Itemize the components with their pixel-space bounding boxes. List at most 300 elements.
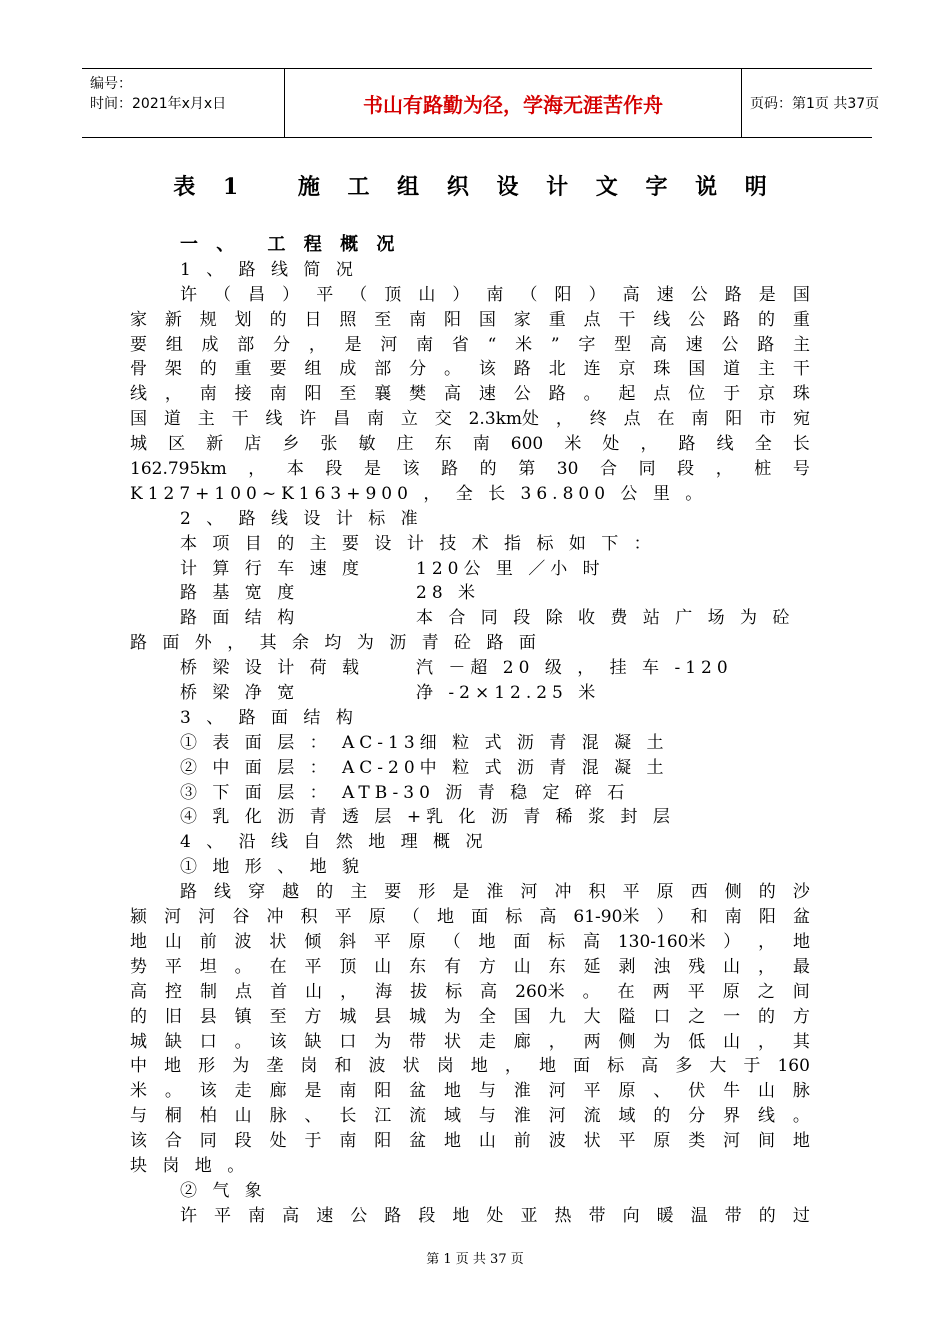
word-token: 照 [339,309,357,330]
word-token: 国 [688,359,706,380]
paragraph-line [130,457,810,482]
word-token: ， [504,1056,522,1077]
paragraph-terrain [130,880,810,1179]
word-token: 。 [234,1031,252,1052]
word-token: 延 [583,956,601,977]
word-token: 口 [339,1031,357,1052]
word-token: 新 [206,434,224,455]
word-token: 的 [199,359,217,380]
word-token: 暖 [656,1205,674,1226]
word-token: 速 [656,284,674,305]
word-token: 的 [758,882,776,903]
paragraph-line [130,382,810,407]
word-token: 城 [339,1006,357,1027]
word-token: 30 [556,459,579,480]
word-token: 倾 [304,931,322,952]
word-token: 缺 [304,1031,322,1052]
word-token: 。 [792,1106,810,1127]
word-token: 处 [269,1131,287,1152]
word-token: 走 [478,1031,496,1052]
word-token: 要 [384,882,402,903]
word-token: 为 [232,1056,250,1077]
word-token: 沙 [792,882,810,903]
spec-row-speed [130,557,810,582]
word-token: 规 [199,309,217,330]
word-token: 成 [201,334,219,355]
word-token: 平 [687,981,705,1002]
terrain-heading: ① 地 形 、 地 貌 [180,857,365,878]
word-token: 分 [409,359,427,380]
word-token: 城 [130,434,147,455]
word-token: 冲 [266,907,284,928]
word-token: 形 [418,882,436,903]
word-token: 首 [270,981,288,1002]
word-token: ， [758,931,776,952]
word-token: 河 [548,1106,566,1127]
word-token: 的 [316,882,334,903]
word-token: 全 [754,434,772,455]
word-token: 河 [198,907,216,928]
word-token: 积 [300,907,318,928]
word-token: 是 [363,459,381,480]
word-token: 公 [513,384,531,405]
spec-value: 汽 －超 20 级 ， 挂 车 -120 [416,658,733,679]
word-token: 型 [614,334,632,355]
word-token: 长 [339,1106,357,1127]
word-token: 点 [583,309,601,330]
word-token: 域 [618,1106,636,1127]
word-token: 前 [199,931,217,952]
word-token: 架 [164,359,182,380]
word-token: 状 [583,1131,601,1152]
word-token: 山 [164,931,182,952]
word-token: 高 [582,931,600,952]
word-token: 伏 [688,1081,706,1102]
word-token: 。 [164,1081,182,1102]
word-token: 日 [304,309,322,330]
word-token: （ [402,907,420,928]
word-token: 高 [539,907,557,928]
word-token: 状 [269,931,287,952]
word-token: 乡 [282,434,300,455]
word-token: 许 [299,409,317,430]
word-token: 之 [688,1006,706,1027]
word-token: 店 [244,434,262,455]
word-token: 、 [653,1081,671,1102]
word-token: 高 [480,981,498,1002]
word-token: 处 [486,1205,504,1226]
word-token: 海 [375,981,393,1002]
word-token: ） [282,284,300,305]
word-token: 阳 [758,907,776,928]
word-token: 脉 [269,1106,287,1127]
word-token: 道 [723,359,741,380]
word-token: 温 [690,1205,708,1226]
word-token: 南 [416,334,434,355]
word-token: 该 [402,459,420,480]
word-token: 阳 [444,309,462,330]
word-token: 家 [513,309,531,330]
word-token: 桐 [164,1106,182,1127]
word-token: 、 [304,1106,322,1127]
word-token: ） [452,284,470,305]
word-token: 。 [234,956,252,977]
word-token: 南 [199,384,217,405]
time-label: 时间：2021年x月x日 [90,96,227,112]
word-token: 段 [325,459,343,480]
word-token: 路 [441,459,459,480]
paragraph-line [130,905,810,930]
word-token: 南 [486,284,504,305]
paragraph-line [130,980,810,1005]
word-token: 制 [200,981,218,1002]
word-token: ， [340,981,358,1002]
word-token: 平 [164,956,182,977]
word-token: 方 [478,956,496,977]
word-token: 口 [199,1031,217,1052]
word-token: 于 [304,1131,322,1152]
word-token: 至 [339,384,357,405]
layer-item: ③ 下 面 层 ： ATB-30 沥 青 稳 定 碎 石 [180,782,630,803]
word-token: 组 [304,359,322,380]
subsection-heading-4: 4 、 沿 线 自 然 地 理 概 况 [180,832,488,853]
word-token: 脉 [792,1081,810,1102]
word-token: 的 [130,1006,147,1027]
word-token: 敏 [358,434,376,455]
word-token: 宛 [792,409,810,430]
word-token: 路 [180,882,197,903]
word-token: 方 [304,1006,322,1027]
word-token: 地 [130,931,147,952]
word-token: 点 [653,384,671,405]
word-token: 残 [688,956,706,977]
word-token: 形 [198,1056,216,1077]
word-token: 162.795km [130,459,227,480]
climate-heading: ② 气 象 [180,1180,267,1201]
word-token: ， [308,334,326,355]
word-token: 在 [657,409,675,430]
word-token: 至 [269,1006,287,1027]
word-token: 南 [409,309,427,330]
word-token: 江 [374,1106,392,1127]
page-label: 页码：第1页 共37页 [750,96,880,112]
word-token: 大 [583,1006,601,1027]
word-token: 襄 [374,384,392,405]
word-token: 状 [402,1056,420,1077]
word-token: 的 [758,1006,776,1027]
word-token: 口 [653,1006,671,1027]
word-token: 与 [478,1106,496,1127]
word-token: 山 [305,981,323,1002]
word-token: 河 [520,882,538,903]
word-token: 南 [472,434,490,455]
spec-value: 120公 里 ／小 时 [416,558,605,579]
paragraph-line [130,1030,810,1055]
word-token: 划 [234,309,252,330]
word-token: 流 [583,1106,601,1127]
word-token: 斜 [339,931,357,952]
word-token: 第 [518,459,536,480]
word-token: 重 [792,309,810,330]
word-token: 坦 [199,956,217,977]
word-token: “ [487,334,497,355]
word-token: 东 [548,956,566,977]
word-token: 的 [758,309,776,330]
word-token: 合 [600,459,617,480]
document-body [130,233,810,1229]
paragraph-line [130,283,810,308]
header-page-cell [742,69,880,137]
word-token: 公 [688,309,706,330]
word-token: 平 [618,1131,636,1152]
paragraph-line: 块 岗 地 。 [130,1155,250,1176]
word-token: 剥 [618,956,636,977]
paragraph-line [130,1054,810,1079]
word-token: 干 [618,309,636,330]
word-token: 京 [618,359,636,380]
word-token: ） [588,284,606,305]
word-token: 公 [721,334,739,355]
word-token: 侧 [618,1031,636,1052]
word-token: 线 [130,384,147,405]
word-token: 隘 [618,1006,636,1027]
word-token: 路 [384,1205,402,1226]
paragraph-line [130,1104,810,1129]
word-token: 阳 [554,284,572,305]
word-token: 南 [339,1081,357,1102]
subsection-heading-3: 3 、 路 面 结 构 [180,707,358,728]
word-token: 界 [723,1106,741,1127]
word-token: 为 [374,1031,392,1052]
word-token: 山 [758,1081,776,1102]
word-token: 地 [444,1131,462,1152]
word-token: 阳 [725,409,743,430]
spec-value: 28 米 [416,583,481,604]
word-token: 点 [623,409,641,430]
page-footer: 第 1 页 共 37 页 [426,1252,524,1267]
word-token: 走 [234,1081,252,1102]
word-token: 缺 [164,1031,182,1052]
word-token: 波 [234,931,252,952]
word-token: 立 [400,409,418,430]
word-token: 要 [130,334,147,355]
word-token: 桩 [754,459,772,480]
paragraph-line [130,1129,810,1154]
word-token: 标 [607,1056,625,1077]
word-token: 长 [792,434,810,455]
word-token: 字 [578,334,596,355]
word-token: 河 [164,907,182,928]
word-token: 间 [758,1131,776,1152]
word-token: 标 [445,981,463,1002]
paragraph-line [130,357,810,382]
word-token: 淮 [513,1081,531,1102]
word-token: 家 [130,309,147,330]
word-token: 要 [269,359,287,380]
paragraph-line [130,1005,810,1030]
paragraph-line [130,955,810,980]
word-token: 终 [589,409,607,430]
word-token: （ [520,284,538,305]
word-token: 段 [418,1205,436,1226]
document-header [82,68,880,138]
word-token: 亚 [520,1205,538,1226]
word-token: 本 [286,459,304,480]
word-token: 。 [444,359,462,380]
word-token: 干 [792,359,810,380]
section-heading: 一 、 工 程 概 况 [180,234,401,255]
layer-item: ④ 乳 化 沥 青 透 层 +乳 化 沥 青 稀 浆 封 层 [180,807,675,828]
word-token: 越 [282,882,300,903]
word-token: 过 [792,1205,810,1226]
word-token: （ [350,284,368,305]
word-token: 成 [339,359,357,380]
word-token: 多 [675,1056,693,1077]
word-token: 南 [691,409,709,430]
word-token: 原 [408,931,426,952]
spec-value: 本 合 同 段 除 收 费 站 广 场 为 砼 [416,608,795,629]
word-token: 平 [583,1081,601,1102]
word-token: 于 [723,384,741,405]
paragraph-line [130,432,810,457]
word-token: 路 [724,284,742,305]
word-token: 是 [758,284,776,305]
word-token: 浊 [653,956,671,977]
word-token: 部 [237,334,255,355]
word-token: 冲 [554,882,572,903]
spec-label: 桥 梁 设 计 荷 载 [180,658,365,679]
word-token: 昌 [248,284,266,305]
word-token: 前 [513,1131,531,1152]
climate-line [130,1204,810,1229]
word-token: 大 [709,1056,727,1077]
word-token: 柏 [199,1106,217,1127]
spec-label: 路 面 结 构 [180,608,300,629]
word-token: 河 [380,334,398,355]
word-token: 带 [409,1031,427,1052]
word-token: 穿 [248,882,266,903]
word-token: 路 [723,309,741,330]
word-token: 130-160米 [617,931,706,952]
word-token: 地 [478,931,496,952]
word-token: 两 [652,981,670,1002]
word-token: 平 [334,907,352,928]
word-token: 波 [548,1131,566,1152]
word-token: 高 [649,334,667,355]
word-token: 地 [792,931,810,952]
word-token: 合 [164,1131,182,1152]
word-token: 干 [231,409,249,430]
word-token: 侧 [724,882,742,903]
word-token: 南 [724,907,742,928]
word-token: 是 [452,882,470,903]
word-token: 高 [622,284,640,305]
word-token: 带 [724,1205,742,1226]
word-token: 淮 [513,1106,531,1127]
word-token: 与 [478,1081,496,1102]
word-token: 线 [653,309,671,330]
document-title: 表 1 施 工 组 织 设 计 文 字 说 明 [173,174,777,200]
word-token: 和 [334,1056,352,1077]
spec-value: 净 -2×12.25 米 [416,683,601,704]
word-token: ， [758,1031,776,1052]
spec-row-bridge [130,681,810,706]
word-token: ， [555,409,573,430]
word-token: 段 [677,459,695,480]
spec-row-surface [130,606,810,631]
word-token: 状 [444,1031,462,1052]
header-motto-cell [284,69,742,137]
word-token: 流 [409,1106,427,1127]
word-token: 地 [470,1056,488,1077]
word-token: 组 [165,334,183,355]
word-token: 有 [444,956,462,977]
word-token: 樊 [409,384,427,405]
word-token: 南 [367,409,385,430]
word-token: 庄 [396,434,414,455]
paragraph-line: K127+100~K163+900 ， 全 长 36.800 公 里 。 [130,483,708,504]
word-token: 和 [690,907,708,928]
word-token: 速 [478,384,496,405]
word-token: 的 [269,309,287,330]
word-token: 阳 [374,1081,392,1102]
word-token: 于 [743,1056,761,1077]
code-label: 编号： [90,76,132,92]
word-token: 两 [583,1031,601,1052]
word-token: 平 [373,931,391,952]
word-token: ， [248,459,266,480]
word-token: 向 [622,1205,640,1226]
word-token: 旧 [164,1006,182,1027]
word-token: 中 [130,1056,147,1077]
word-token: 是 [304,1081,322,1102]
word-token: 重 [234,359,252,380]
subsection-heading-2: 2 、 路 线 设 计 标 准 [180,508,423,529]
word-token: 其 [792,1031,810,1052]
word-token: 张 [320,434,338,455]
word-token: 处 [602,434,620,455]
spec-surface-continuation: 路 面 外 ， 其 余 均 为 沥 青 砼 路 面 [130,633,541,654]
layer-item: ② 中 面 层 ： AC-20中 粒 式 沥 青 混 凝 土 [180,757,669,778]
word-token: 与 [130,1106,147,1127]
word-token: 地 [444,1081,462,1102]
paragraph-route [130,283,810,507]
word-token: 廊 [513,1031,531,1052]
word-token: 珠 [792,384,810,405]
word-token: 岗 [300,1056,318,1077]
word-token: 。 [582,981,600,1002]
word-token: 廊 [269,1081,287,1102]
word-token: 势 [130,956,147,977]
word-token: ” [550,334,560,355]
word-token: 颍 [130,907,147,928]
word-token: 的 [479,459,497,480]
word-token: 公 [690,284,708,305]
word-token: 热 [554,1205,572,1226]
word-token: 位 [688,384,706,405]
word-token: 山 [234,1106,252,1127]
word-token: 面 [471,907,489,928]
word-token: （ [443,931,461,952]
word-token: 域 [444,1106,462,1127]
word-token: 城 [130,1031,147,1052]
word-token: 交 [434,409,452,430]
spec-row-width [130,581,810,606]
word-token: 同 [638,459,656,480]
word-token: 同 [199,1131,217,1152]
paragraph-line [130,407,810,432]
word-token: 地 [538,1056,556,1077]
